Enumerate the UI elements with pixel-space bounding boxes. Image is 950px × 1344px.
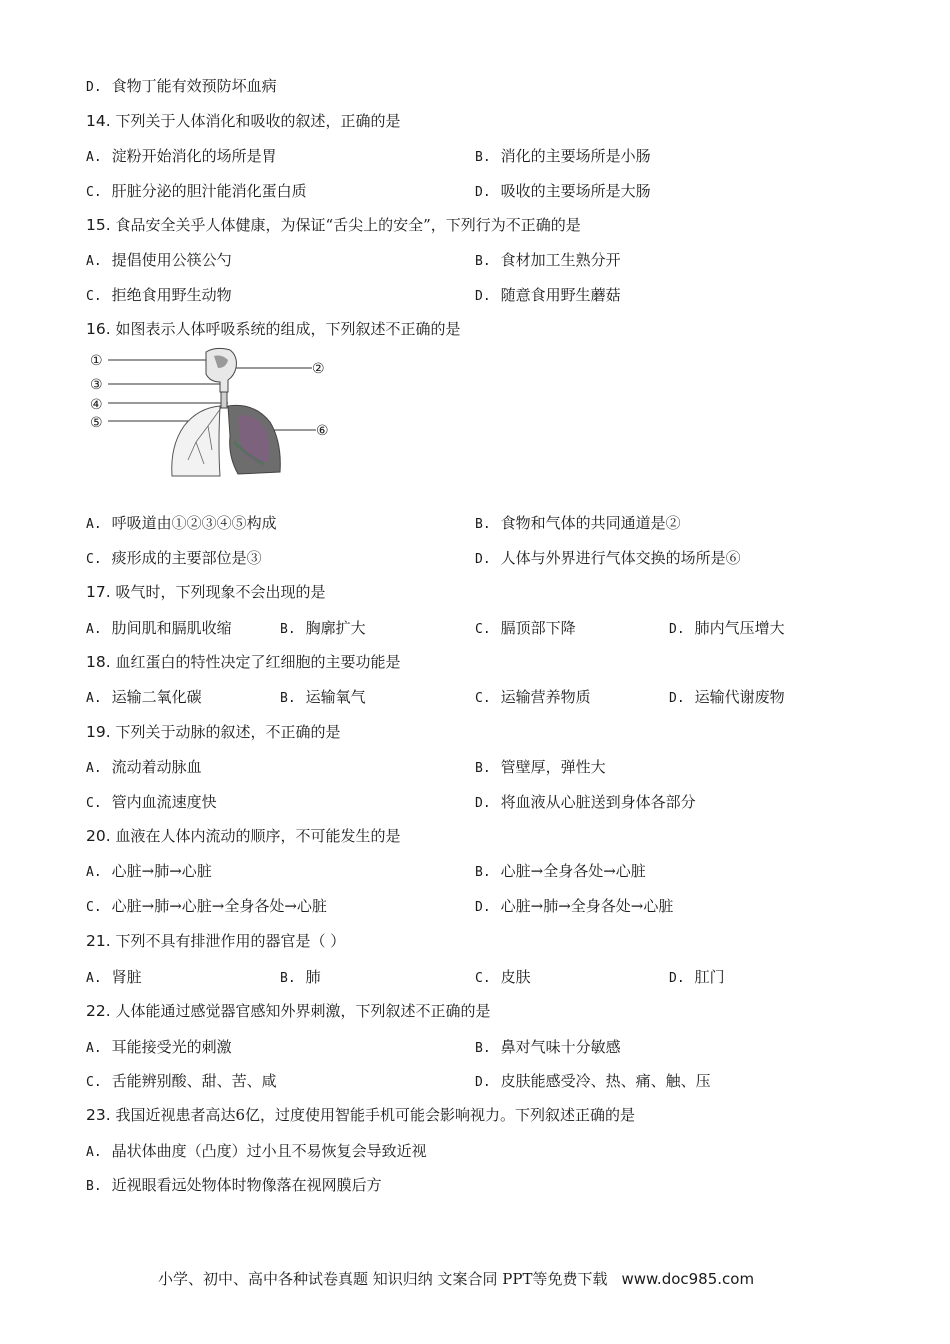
q20-option-a: A. 心脏→肺→心脏 bbox=[86, 862, 212, 880]
q16-option-c: C. 痰形成的主要部位是③ bbox=[86, 549, 262, 567]
q21-option-d: D. 肛门 bbox=[669, 968, 725, 986]
q14-option-a: A. 淀粉开始消化的场所是胃 bbox=[86, 147, 277, 165]
footer-text: 小学、初中、高中各种试卷真题 知识归纳 文案合同 PPT等免费下载 bbox=[158, 1270, 608, 1288]
question-16: 16. 如图表示人体呼吸系统的组成，下列叙述不正确的是 bbox=[86, 320, 461, 338]
q18-option-c: C. 运输营养物质 bbox=[475, 688, 591, 706]
question-17: 17. 吸气时，下列现象不会出现的是 bbox=[86, 583, 326, 601]
figure-label-1: ① bbox=[90, 353, 103, 369]
q18-option-b: B. 运输氧气 bbox=[280, 688, 366, 706]
q16-option-d: D. 人体与外界进行气体交换的场所是⑥ bbox=[475, 549, 741, 567]
question-15: 15. 食品安全关乎人体健康，为保证“舌尖上的安全”，下列行为不正确的是 bbox=[86, 216, 581, 234]
figure-label-5: ⑤ bbox=[90, 415, 103, 431]
q16-option-b: B. 食物和气体的共同通道是② bbox=[475, 514, 681, 532]
figure-label-3: ③ bbox=[90, 377, 103, 393]
lung-left bbox=[172, 406, 220, 476]
figure-label-6: ⑥ bbox=[316, 423, 329, 439]
q20-option-b: B. 心脏→全身各处→心脏 bbox=[475, 862, 646, 880]
q17-option-b: B. 胸廓扩大 bbox=[280, 619, 366, 637]
q15-option-c: C. 拒绝食用野生动物 bbox=[86, 286, 232, 304]
figure-label-4: ④ bbox=[90, 397, 103, 413]
q22-option-d: D. 皮肤能感受冷、热、痛、触、压 bbox=[475, 1072, 711, 1090]
trachea bbox=[221, 392, 227, 408]
q21-option-b: B. 肺 bbox=[280, 968, 321, 986]
q14-option-c: C. 肝脏分泌的胆汁能消化蛋白质 bbox=[86, 182, 307, 200]
q15-option-d: D. 随意食用野生蘑菇 bbox=[475, 286, 621, 304]
q20-option-c: C. 心脏→肺→心脏→全身各处→心脏 bbox=[86, 897, 327, 915]
footer-url[interactable]: www.doc985.com bbox=[621, 1270, 755, 1288]
q17-option-d: D. 肺内气压增大 bbox=[669, 619, 785, 637]
q21-option-c: C. 皮肤 bbox=[475, 968, 531, 986]
question-21: 21. 下列不具有排泄作用的器官是（ ） bbox=[86, 932, 346, 950]
head-shape bbox=[206, 348, 236, 392]
q19-option-a: A. 流动着动脉血 bbox=[86, 758, 202, 776]
question-18: 18. 血红蛋白的特性决定了红细胞的主要功能是 bbox=[86, 653, 401, 671]
q22-option-a: A. 耳能接受光的刺激 bbox=[86, 1038, 232, 1056]
question-23: 23. 我国近视患者高达6亿，过度使用智能手机可能会影响视力。下列叙述正确的是 bbox=[86, 1106, 635, 1124]
question-22: 22. 人体能通过感觉器官感知外界刺激，下列叙述不正确的是 bbox=[86, 1002, 491, 1020]
q20-option-d: D. 心脏→肺→全身各处→心脏 bbox=[475, 897, 674, 915]
respiratory-system-figure bbox=[88, 346, 338, 480]
q18-option-a: A. 运输二氧化碳 bbox=[86, 688, 202, 706]
q14-option-d: D. 吸收的主要场所是大肠 bbox=[475, 182, 651, 200]
q22-option-c: C. 舌能辨别酸、甜、苦、咸 bbox=[86, 1072, 277, 1090]
question-19: 19. 下列关于动脉的叙述，不正确的是 bbox=[86, 723, 341, 741]
q19-option-b: B. 管壁厚，弹性大 bbox=[475, 758, 606, 776]
q15-option-b: B. 食材加工生熟分开 bbox=[475, 251, 621, 269]
q19-option-d: D. 将血液从心脏送到身体各部分 bbox=[475, 793, 696, 811]
q17-option-a: A. 肋间肌和膈肌收缩 bbox=[86, 619, 232, 637]
q14-option-b: B. 消化的主要场所是小肠 bbox=[475, 147, 651, 165]
q21-option-a: A. 肾脏 bbox=[86, 968, 142, 986]
figure-label-2: ② bbox=[312, 361, 325, 377]
q22-option-b: B. 鼻对气味十分敏感 bbox=[475, 1038, 621, 1056]
q18-option-d: D. 运输代谢废物 bbox=[669, 688, 785, 706]
question-14: 14. 下列关于人体消化和吸收的叙述，正确的是 bbox=[86, 112, 401, 130]
q13-option-d: D. 食物丁能有效预防坏血病 bbox=[86, 77, 277, 95]
q19-option-c: C. 管内血流速度快 bbox=[86, 793, 217, 811]
q15-option-a: A. 提倡使用公筷公勺 bbox=[86, 251, 232, 269]
q16-option-a: A. 呼吸道由①②③④⑤构成 bbox=[86, 514, 277, 532]
q23-option-b: B. 近视眼看远处物体时物像落在视网膜后方 bbox=[86, 1176, 382, 1194]
q17-option-c: C. 膈顶部下降 bbox=[475, 619, 576, 637]
page-footer bbox=[158, 1269, 754, 1289]
q23-option-a: A. 晶状体曲度（凸度）过小且不易恢复会导致近视 bbox=[86, 1142, 427, 1160]
question-20: 20. 血液在人体内流动的顺序，不可能发生的是 bbox=[86, 827, 401, 845]
